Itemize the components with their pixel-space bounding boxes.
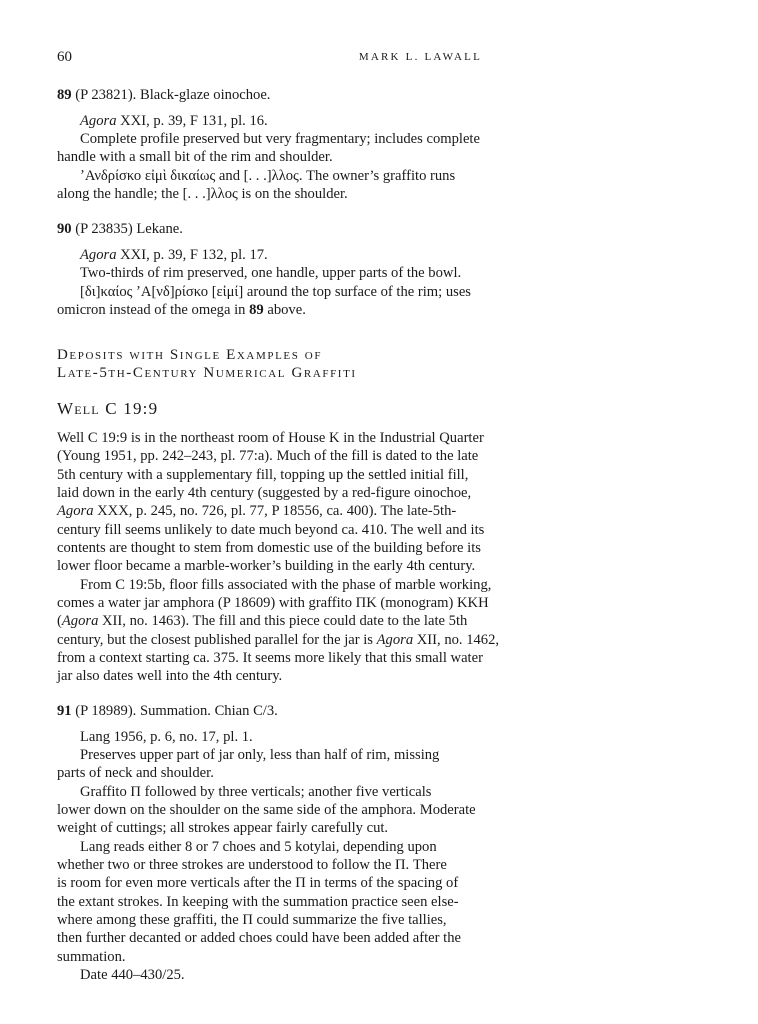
well-p1-line: (Young 1951, pp. 242–243, pl. 77:a). Much of the fill is dated to the late [57, 448, 479, 464]
entry-90-title: (P 23835) Lekane. [75, 221, 183, 237]
well-p2-line: jar also dates well into the 4th century. [57, 668, 283, 684]
entry-90-desc-line: Two-thirds of rim preserved, one handle, upper parts of the bowl. [80, 265, 462, 281]
entry-91-line: Graffito Π followed by three verticals; another five verticals [80, 784, 432, 800]
well-p1-italic: Agora [57, 503, 94, 519]
entry-90-greek-text: above. [263, 302, 306, 318]
well-p2-line: From C 19:5b, floor fills associated with the phase of marble working, [80, 577, 492, 593]
entry-91-reference: Lang 1956, p. 6, no. 17, pl. 1. [80, 729, 253, 745]
well-p1-line: laid down in the early 4th century (suggested by a red-figure oinochoe, [57, 485, 472, 501]
entry-89-title: (P 23821). Black-glaze oinochoe. [75, 87, 271, 103]
well-p1-line: lower floor became a marble-worker’s building in the early 4th century. [57, 558, 476, 574]
entry-91-line: lower down on the shoulder on the same side of the amphora. Moderate [57, 802, 476, 818]
well-p2-italic: Agora [376, 632, 414, 648]
entry-91-line: then further decanted or added choes could have been added after the [57, 930, 461, 946]
section-heading-line: Deposits with Single Examples of [57, 347, 323, 363]
well-p1-line: contents are thought to stem from domestic use of the building before its [57, 540, 481, 556]
well-p1-line: century fill seems unlikely to date much beyond ca. 410. The well and its [57, 522, 485, 538]
well-p1-line [57, 502, 456, 520]
well-heading: Well C 19:9 [57, 399, 159, 418]
entry-89-ref-rest: XXI, p. 39, F 131, pl. 16. [120, 113, 268, 129]
entry-89-graffito-line: along the handle; the [. . .]λλος is on the shoulder. [57, 186, 348, 202]
entry-91-number: 91 [57, 703, 72, 719]
entry-91-date: Date 440–430/25. [80, 967, 185, 983]
entry-90-heading [57, 220, 183, 238]
entry-89-reference [80, 112, 268, 130]
well-p2-text: XII, no. 1462, [413, 632, 500, 648]
entry-90-reference [80, 246, 268, 264]
well-p2-text: ( [57, 613, 62, 629]
entry-91-heading [57, 702, 278, 720]
entry-89-desc-line: handle with a small bit of the rim and shoulder. [57, 149, 333, 165]
entry-91-line: Lang reads either 8 or 7 choes and 5 kotylai, depending upon [80, 839, 437, 855]
well-p2-line [57, 612, 467, 630]
entry-90-crossref: 89 [249, 302, 264, 318]
entry-90-ref-italic: Agora [80, 247, 117, 263]
well-p2-line: comes a water jar amphora (P 18609) with graffito ΠΚ (monogram) ΚΚΗ [57, 595, 489, 611]
entry-89-graffito-line: ʼΑνδρίσκο εἰμὶ δικαίως and [. . .]λλος. The owner’s graffito runs [80, 168, 456, 184]
entry-89-ref-italic: Agora [80, 113, 117, 129]
well-p2-text: century, but the closest published parallel for the jar is [57, 632, 377, 648]
entry-91-line: where among these graffiti, the Π could summarize the five tallies, [57, 912, 447, 928]
well-p2-italic: Agora [61, 613, 99, 629]
well-p2-line [57, 631, 499, 649]
entry-90-ref-rest: XXI, p. 39, F 132, pl. 17. [120, 247, 268, 263]
entry-91-line: weight of cuttings; all strokes appear fairly carefully cut. [57, 820, 389, 836]
entry-91-title: (P 18989). Summation. Chian C/3. [75, 703, 278, 719]
entry-91-line: the extant strokes. In keeping with the summation practice seen else- [57, 894, 459, 910]
well-p1-text: XXX, p. 245, no. 726, pl. 77, P 18556, ca. 400). The late-5th- [93, 503, 457, 519]
well-p1-line: Well C 19:9 is in the northeast room of House K in the Industrial Quarter [57, 430, 484, 446]
entry-89-number: 89 [57, 87, 72, 103]
well-p2-text: XII, no. 1463). The fill and this piece could date to the late 5th [98, 613, 468, 629]
entry-89-heading [57, 86, 270, 104]
section-heading-line: Late-5th-Century Numerical Graffiti [57, 365, 357, 381]
page-number: 60 [57, 49, 72, 65]
entry-89-desc-line: Complete profile preserved but very fragmentary; includes complete [80, 131, 480, 147]
entry-91-line: summation. [57, 949, 126, 965]
entry-91-line: parts of neck and shoulder. [57, 765, 214, 781]
entry-90-greek-line [57, 301, 306, 319]
well-p2-line: from a context starting ca. 375. It seems more likely that this small water [57, 650, 483, 666]
running-head-author: MARK L. LAWALL [358, 51, 482, 63]
entry-91-line: Preserves upper part of jar only, less than half of rim, missing [80, 747, 440, 763]
entry-90-number: 90 [57, 221, 72, 237]
entry-90-greek-line: [δι]καίος ʼΑ[νδ]ρίσκο [εἰμί] around the top surface of the rim; uses [80, 284, 471, 300]
entry-91-line: whether two or three strokes are understood to follow the Π. There [57, 857, 447, 873]
well-p1-line: 5th century with a supplementary fill, topping up the settled initial fill, [57, 467, 469, 483]
entry-91-line: is room for even more verticals after the Π in terms of the spacing of [57, 875, 459, 891]
entry-90-greek-text: omicron instead of the omega in [57, 302, 250, 318]
